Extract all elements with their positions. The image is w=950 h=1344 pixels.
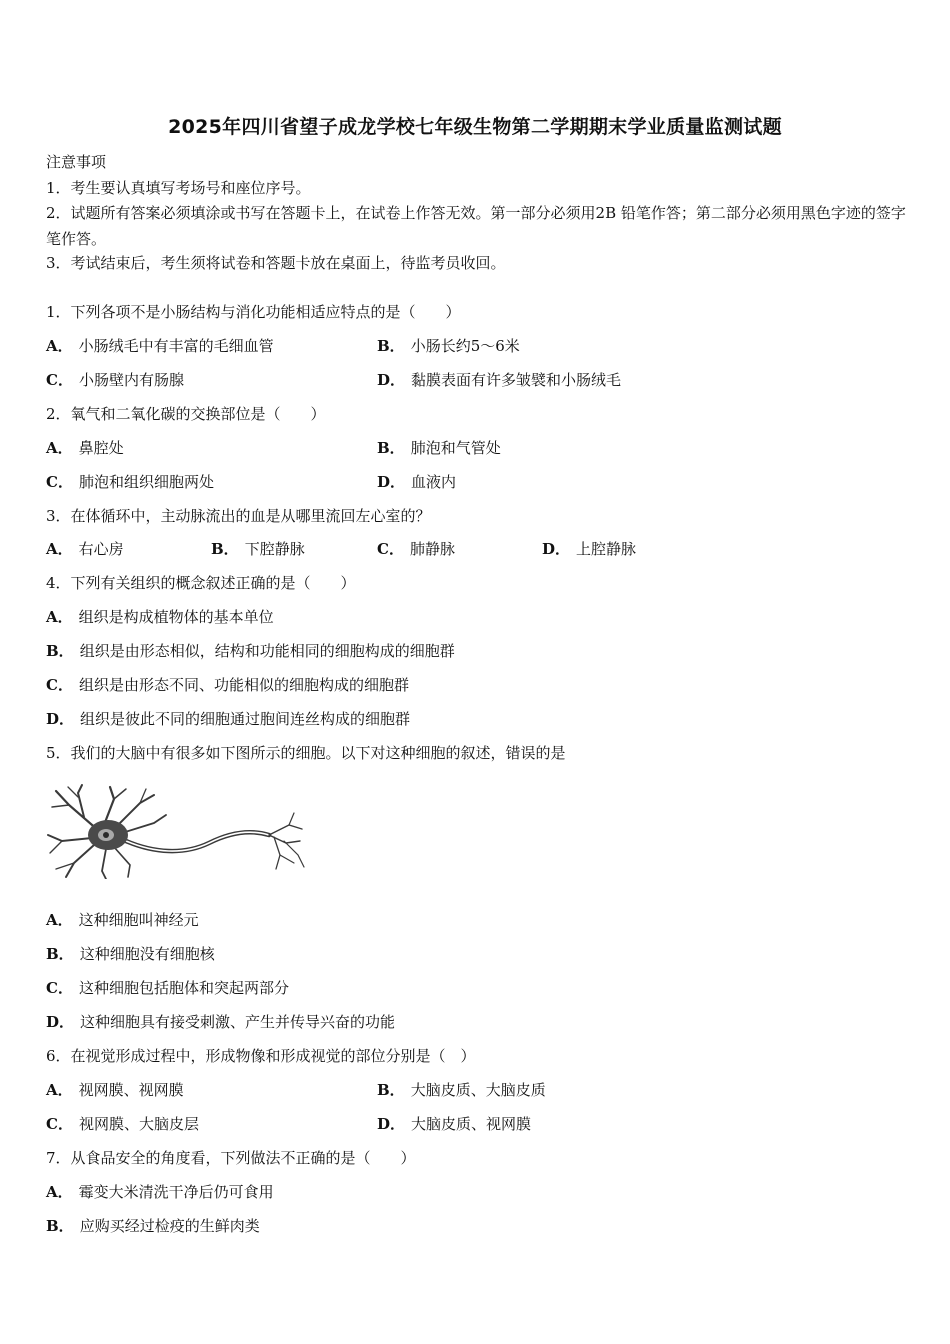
option-d: D． 上腔静脉 [542, 540, 637, 558]
question-stem: 3．在体循环中，主动脉流出的血是从哪里流回左心室的？ [46, 507, 431, 525]
question-stem: 6．在视觉形成过程中，形成物像和形成视觉的部位分别是（ ） [46, 1047, 476, 1065]
question-stem: 5．我们的大脑中有很多如下图所示的细胞。以下对这种细胞的叙述，错误的是 [46, 744, 566, 762]
option-a: A． 组织是构成植物体的基本单位 [46, 608, 274, 626]
option-a: A． 这种细胞叫神经元 [46, 911, 199, 929]
option-c: C． 小肠壁内有肠腺 [46, 371, 184, 389]
option-b: B． 肺泡和气管处 [377, 439, 501, 457]
question-stem: 1．下列各项不是小肠结构与消化功能相适应特点的是（ ） [46, 303, 461, 321]
page-title: 2025年四川省望子成龙学校七年级生物第二学期期末学业质量监测试题 [168, 116, 782, 138]
notice-item: 3．考试结束后，考生须将试卷和答题卡放在桌面上，待监考员收回。 [46, 254, 506, 272]
option-a: A． 霉变大米清洗干净后仍可食用 [46, 1183, 274, 1201]
option-b: B． 应购买经过检疫的生鲜肉类 [46, 1217, 260, 1235]
notice-item: 2．试题所有答案必须填涂或书写在答题卡上，在试卷上作答无效。第一部分必须用2B 铅笔作答；第二部分必须用黑色字迹的签字笔作答。 [46, 204, 906, 248]
option-a: A． 右心房 [46, 540, 124, 558]
option-d: D． 组织是彼此不同的细胞通过胞间连丝构成的细胞群 [46, 710, 411, 728]
option-c: C． 视网膜、大脑皮层 [46, 1115, 199, 1133]
option-d: D． 这种细胞具有接受刺激、产生并传导兴奋的功能 [46, 1013, 396, 1031]
option-c: C． 肺泡和组织细胞两处 [46, 473, 214, 491]
neuron-illustration [44, 783, 306, 879]
option-c: C． 组织是由形态不同、功能相似的细胞构成的细胞群 [46, 676, 409, 694]
option-b: B． 组织是由形态相似，结构和功能相同的细胞构成的细胞群 [46, 642, 455, 660]
option-a: A． 视网膜、视网膜 [46, 1081, 184, 1099]
option-d: D． 大脑皮质、视网膜 [377, 1115, 532, 1133]
option-b: B． 大脑皮质、大脑皮质 [377, 1081, 546, 1099]
option-c: C． 这种细胞包括胞体和突起两部分 [46, 979, 289, 997]
question-stem: 7．从食品安全的角度看，下列做法不正确的是（ ） [46, 1149, 416, 1167]
question-stem: 2．氧气和二氧化碳的交换部位是（ ） [46, 405, 326, 423]
option-d: D． 血液内 [377, 473, 457, 491]
option-b: B． 下腔静脉 [211, 540, 305, 558]
notice-item: 1．考生要认真填写考场号和座位序号。 [46, 179, 311, 197]
option-a: A． 鼻腔处 [46, 439, 124, 457]
option-a: A． 小肠绒毛中有丰富的毛细血管 [46, 337, 274, 355]
option-b: B． 小肠长约5～6米 [377, 337, 520, 355]
notice-heading: 注意事项 [46, 153, 107, 171]
option-d: D． 黏膜表面有许多皱襞和小肠绒毛 [377, 371, 622, 389]
question-stem: 4．下列有关组织的概念叙述正确的是（ ） [46, 574, 356, 592]
option-c: C． 肺静脉 [377, 540, 455, 558]
option-b: B． 这种细胞没有细胞核 [46, 945, 215, 963]
